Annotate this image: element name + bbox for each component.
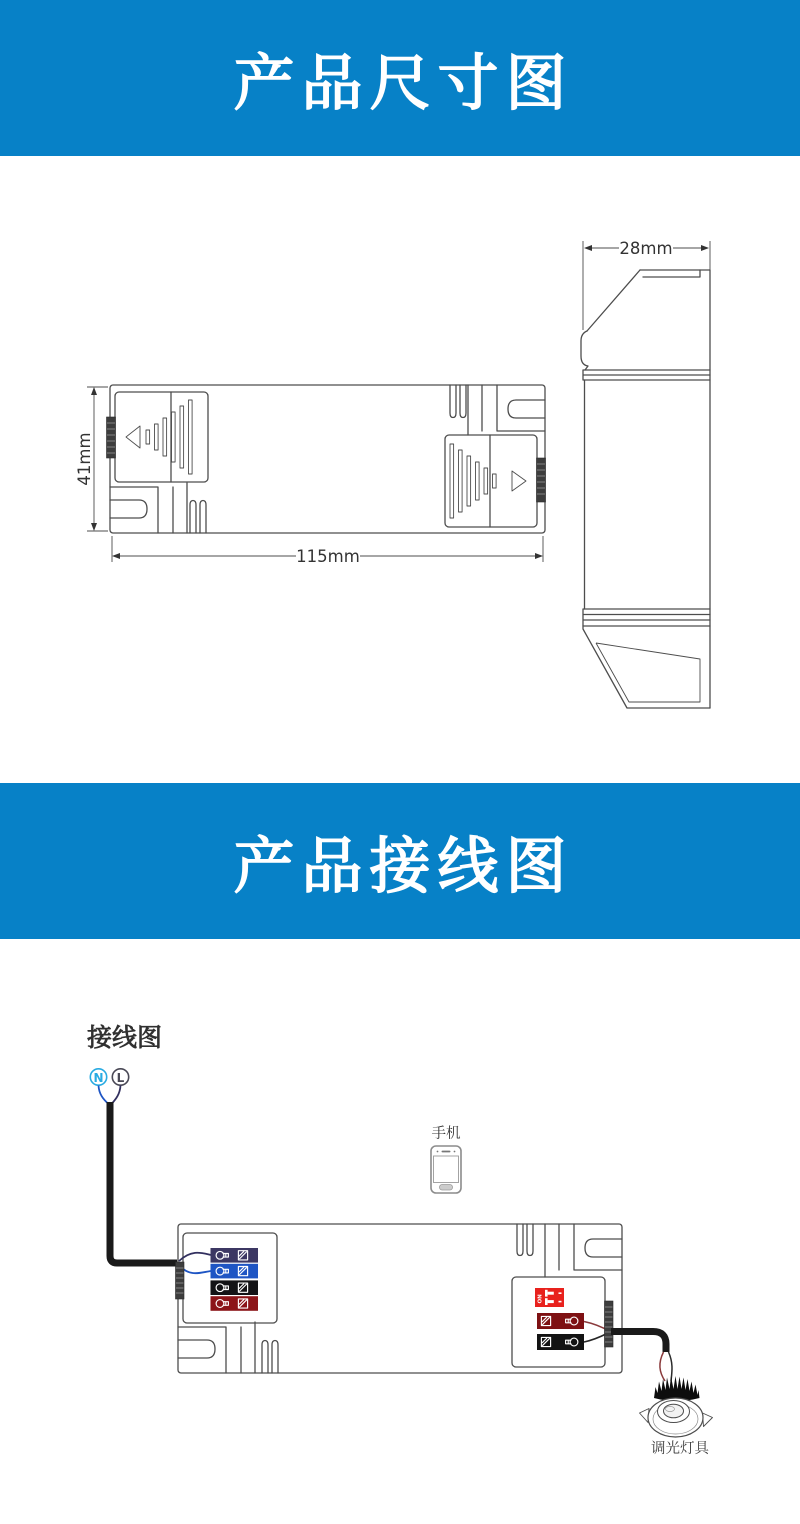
wiring-diagram — [0, 939, 800, 1524]
trim-clip — [703, 1413, 713, 1427]
dim-depth — [583, 239, 710, 330]
cable-gland-left — [176, 1262, 185, 1299]
wiring-banner — [0, 783, 800, 939]
dip-on-label: ON — [537, 1294, 544, 1304]
dip-switch — [535, 1288, 564, 1307]
dimension-banner — [0, 0, 800, 156]
live-badge — [112, 1069, 128, 1085]
mount-slot-top-right — [450, 385, 545, 435]
mount-slot-bottom-left — [178, 1322, 278, 1373]
phone-icon — [431, 1146, 461, 1193]
dim-height-label: 41mm — [75, 432, 94, 486]
terminal-row — [537, 1313, 584, 1329]
dim-length-label: 115mm — [296, 547, 360, 566]
terminal-row — [211, 1264, 259, 1279]
fixture-label: 调光灯具 — [651, 1441, 709, 1457]
terminal-row — [211, 1248, 259, 1263]
wiring-title: 接线图 — [87, 1023, 163, 1052]
neutral-wire — [179, 1253, 211, 1261]
mount-slot-bottom-left — [110, 483, 206, 533]
downlight-icon — [640, 1376, 713, 1437]
dimension-drawing — [0, 156, 800, 783]
input-terminal-block — [179, 1248, 258, 1311]
cable-gland-right — [537, 458, 546, 502]
neutral-badge — [90, 1069, 106, 1085]
live-letter: L — [116, 1070, 125, 1085]
cable-gland-right — [605, 1301, 614, 1347]
top-view-drawing — [75, 385, 546, 566]
dimension-banner-title: 产品尺寸图 — [233, 47, 574, 119]
neutral-letter: N — [93, 1070, 104, 1085]
triangle-wedge-icon — [512, 471, 526, 491]
terminal-row — [211, 1280, 259, 1295]
input-cable — [99, 1086, 178, 1264]
triangle-wedge-icon — [126, 426, 140, 448]
dim-length — [112, 536, 543, 566]
mount-slot-top-right — [517, 1224, 622, 1277]
dim-height — [75, 387, 108, 531]
input-terminal-cover — [115, 392, 208, 482]
dim-depth-label: 28mm — [619, 239, 673, 258]
wiring-banner-title: 产品接线图 — [233, 830, 574, 902]
terminal-row — [211, 1296, 259, 1311]
terminal-row — [537, 1334, 584, 1350]
side-view-drawing — [581, 239, 710, 708]
output-terminal-cover — [445, 435, 537, 527]
output-terminal-block — [537, 1313, 610, 1350]
cable-gland-left — [107, 417, 116, 458]
phone-label: 手机 — [431, 1126, 461, 1142]
output-cable — [611, 1332, 672, 1382]
